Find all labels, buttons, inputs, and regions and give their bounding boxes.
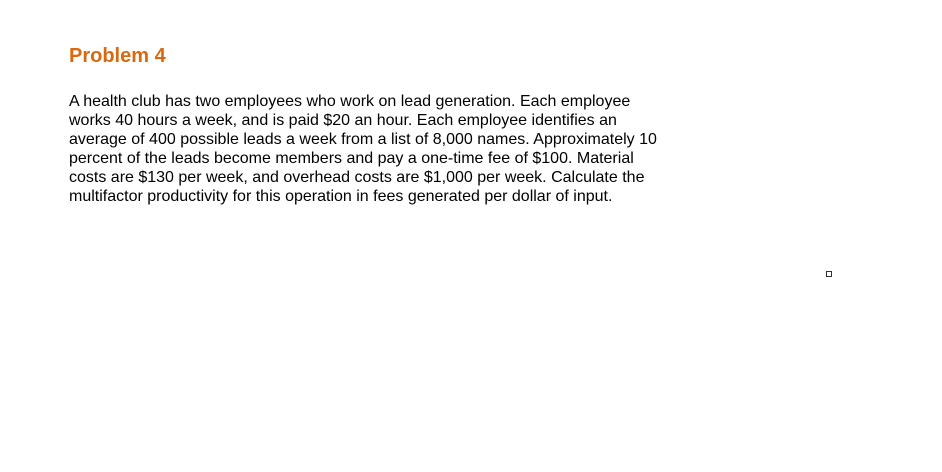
problem-text-line: A health club has two employees who work on lead generation. Each employee bbox=[69, 93, 631, 110]
problem-text bbox=[69, 92, 709, 206]
problem-title: Problem 4 bbox=[69, 45, 166, 67]
problem-text-line: percent of the leads become members and pay a one-time fee of $100. Material bbox=[69, 150, 634, 167]
problem-text-line: costs are $130 per week, and overhead costs are $1,000 per week. Calculate the bbox=[69, 169, 645, 186]
problem-text-line: average of 400 possible leads a week from a list of 8,000 names. Approximately 10 bbox=[69, 131, 657, 148]
small-square-icon bbox=[826, 271, 832, 277]
problem-text-line: works 40 hours a week, and is paid $20 an hour. Each employee identifies an bbox=[69, 112, 617, 129]
problem-text-line: multifactor productivity for this operation in fees generated per dollar of input. bbox=[69, 188, 613, 205]
